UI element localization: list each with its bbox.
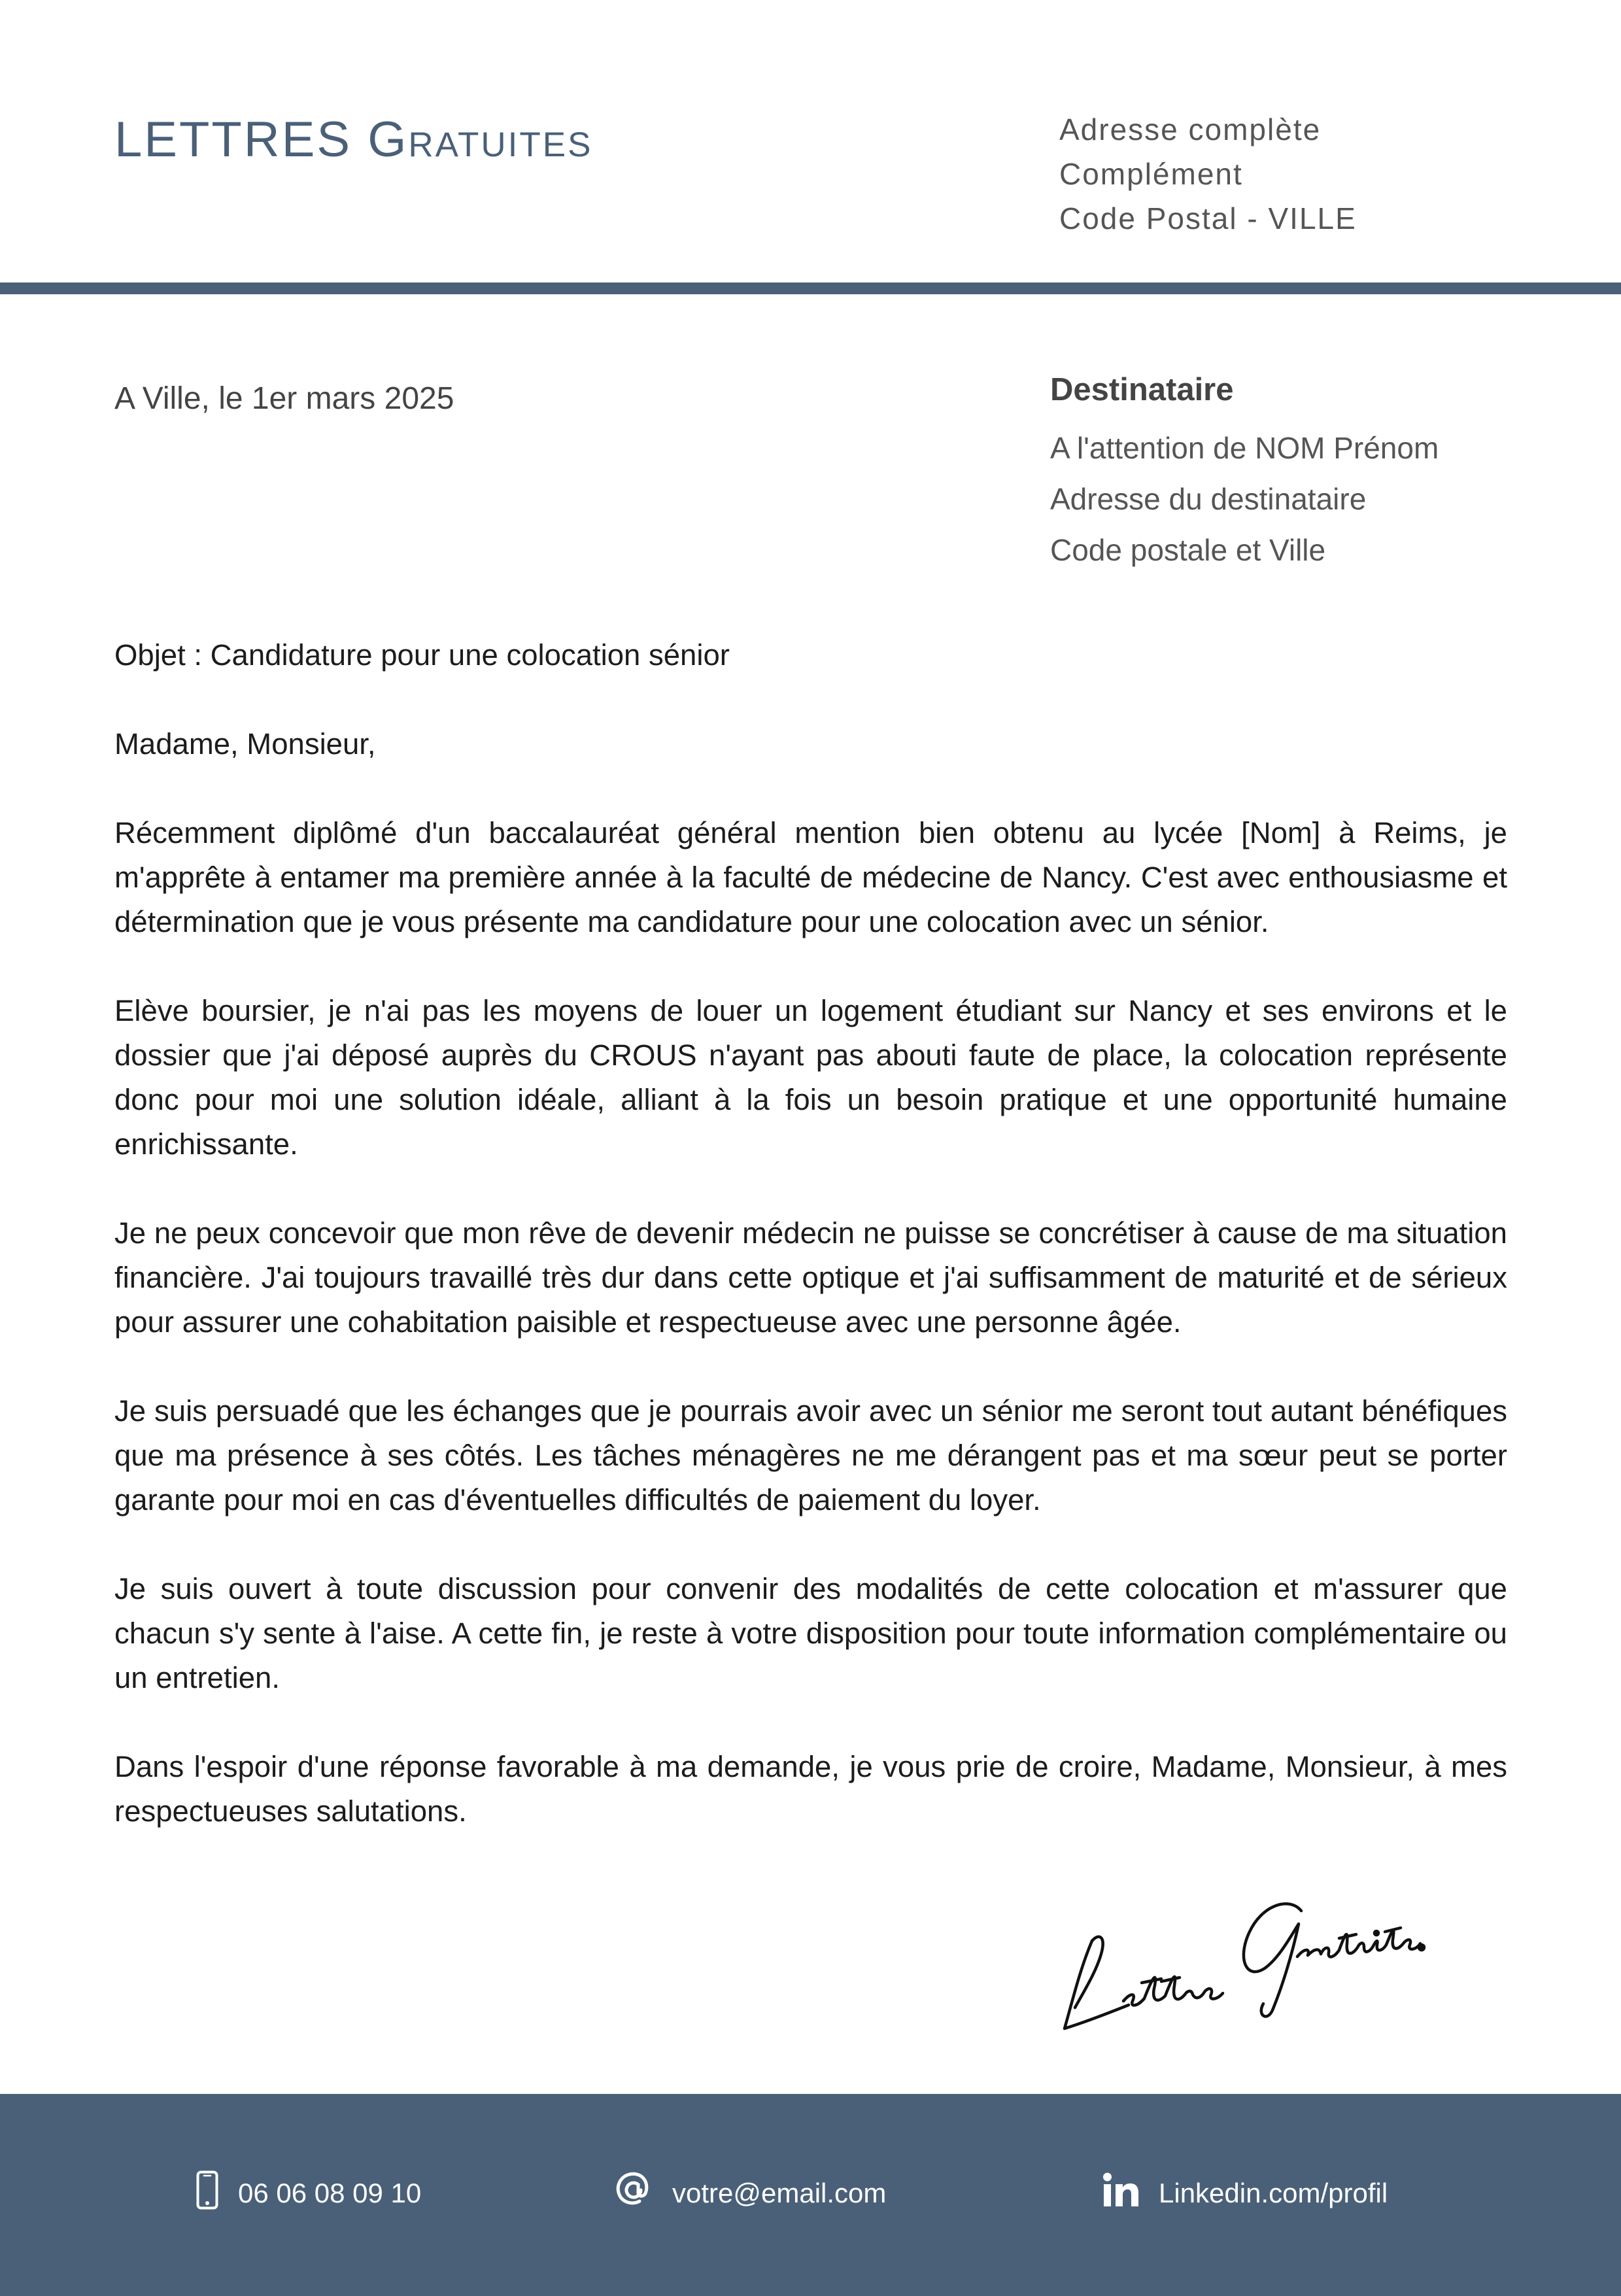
letter-paragraph: Je suis ouvert à toute discussion pour convenir des modalités de cette colocation et m'assurer que chacun s'y sente à l'aise. A cette fin, je reste à votre disposition pour toute information complémentaire ou un entretien. xyxy=(114,1572,1507,1694)
letter-paragraph: Elève boursier, je n'ai pas les moyens de louer un logement étudiant sur Nancy et ses environs et le dossier que j'ai déposé auprès du CROUS n'ayant pas abouti faute de place, la colocation représente donc pour moi une solution idéale, alliant à la fois un besoin pratique et une opportunité humaine enrichissante. xyxy=(114,994,1507,1161)
recipient-line: A l'attention de NOM Prénom xyxy=(1050,431,1439,465)
sender-address-line: Complément xyxy=(1059,157,1243,191)
date-line: A Ville, le 1er mars 2025 xyxy=(114,381,454,416)
brand-title xyxy=(114,111,592,168)
letter-paragraph: Dans l'espoir d'une réponse favorable à ma demande, je vous prie de croire, Madame, Monsieur, à mes respectueuses salutations. xyxy=(114,1750,1507,1828)
header-divider xyxy=(0,283,1621,294)
letter-paragraph: Je suis persuadé que les échanges que je pourrais avoir avec un sénior me seront tout autant bénéfiques que ma présence à ses côtés. Les tâches ménagères ne me dérangent pas et ma sœur peut se porter garante pour moi en cas d'éventuelles difficultés de paiement du loyer. xyxy=(114,1394,1507,1516)
brand-second-word: Gratuites xyxy=(367,112,593,167)
handwritten-signature xyxy=(1046,1870,1425,2040)
letter-body xyxy=(114,633,1507,1834)
letter-subject: Objet : Candidature pour une colocation sénior xyxy=(114,638,730,672)
footer-linkedin[interactable] xyxy=(1102,2167,1388,2219)
sender-address-line: Adresse complète xyxy=(1059,112,1322,146)
mobile-phone-icon xyxy=(196,2170,218,2216)
brand-first-word: LETTRES xyxy=(114,112,352,167)
recipient-line: Adresse du destinataire xyxy=(1050,482,1367,516)
sender-address xyxy=(1059,107,1357,241)
email-address: votre@email.com xyxy=(672,2178,887,2208)
letter-paragraph: Récemment diplômé d'un baccalauréat général mention bien obtenu au lycée [Nom] à Reims, je m'apprête à entamer ma première année à la faculté de médecine de Nancy. C'est avec enthousiasme et détermination que je vous présente ma candidature pour une colocation avec un sénior. xyxy=(114,816,1507,938)
recipient-block xyxy=(1050,371,1439,575)
at-sign-icon xyxy=(615,2171,653,2216)
letter-paragraph: Je ne peux concevoir que mon rêve de devenir médecin ne puisse se concrétiser à cause de ma situation financière. J'ai toujours travaillé très dur dans cette optique et j'ai suffisamment de maturité et de sérieux pour assurer une cohabitation paisible et respectueuse avec une personne âgée. xyxy=(114,1216,1507,1339)
linkedin-icon xyxy=(1102,2172,1139,2214)
recipient-line: Code postale et Ville xyxy=(1050,533,1326,567)
recipient-title: Destinataire xyxy=(1050,372,1234,407)
letter-salutation: Madame, Monsieur, xyxy=(114,727,376,761)
linkedin-url: Linkedin.com/profil xyxy=(1159,2178,1388,2208)
phone-number: 06 06 08 09 10 xyxy=(238,2178,422,2208)
footer-email[interactable] xyxy=(615,2167,886,2219)
sender-address-line: Code Postal - VILLE xyxy=(1059,201,1357,235)
letter-header xyxy=(0,0,1621,283)
contact-footer xyxy=(0,2094,1621,2296)
footer-phone[interactable] xyxy=(196,2167,421,2219)
